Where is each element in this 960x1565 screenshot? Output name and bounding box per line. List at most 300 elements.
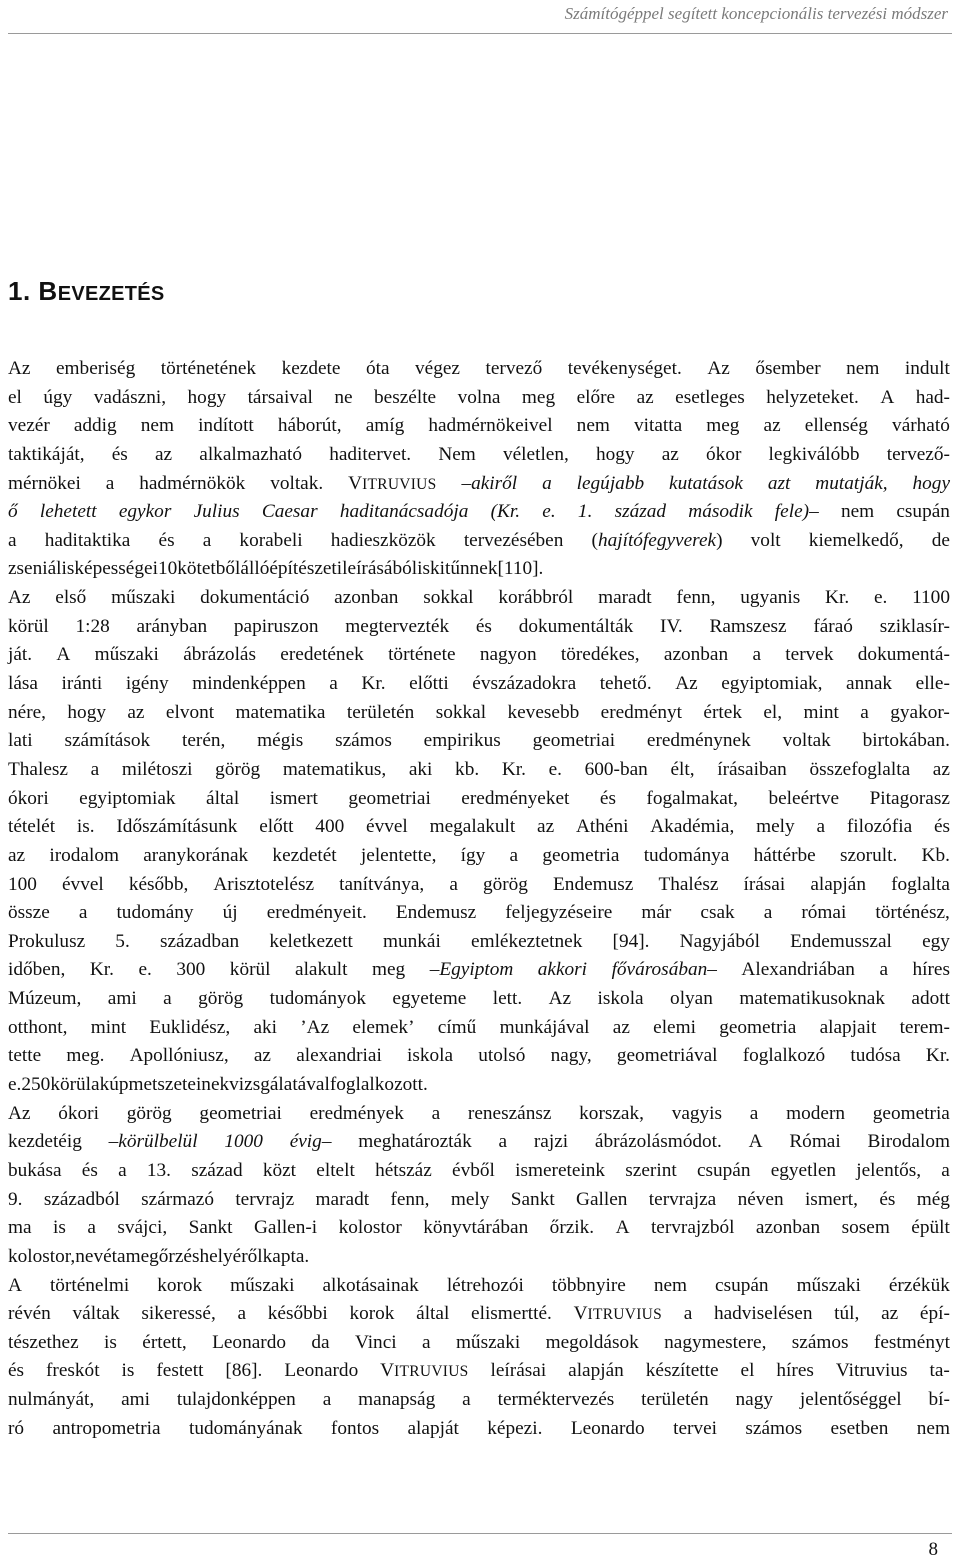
text-run: matematika — [235, 701, 326, 723]
text-run: el — [740, 1360, 755, 1382]
text-run: hadmérnökök — [139, 472, 246, 494]
word — [654, 1272, 687, 1301]
text-run: történész, — [875, 902, 950, 924]
word — [739, 985, 885, 1014]
text-run: túl, — [834, 1303, 860, 1325]
word — [771, 1157, 836, 1186]
text-run: adott — [911, 988, 950, 1010]
text-run: rajzi — [533, 1131, 569, 1153]
text-run: Pitagorasz — [869, 787, 950, 809]
word — [192, 670, 306, 699]
text-run: nem — [846, 358, 880, 379]
word — [706, 441, 741, 470]
text-run: és — [81, 1159, 98, 1181]
text-run: a — [509, 844, 519, 866]
text-run: legkiválóbb — [768, 443, 860, 465]
word — [932, 527, 950, 556]
text-run: nevét — [75, 1245, 118, 1267]
text-run: történelmi — [49, 1274, 130, 1296]
text-run: addig — [73, 415, 117, 437]
text-run: otthont, — [8, 1016, 68, 1038]
text-run: ókori — [8, 787, 49, 809]
word — [104, 1329, 117, 1358]
text-run: Arisztotelész — [213, 873, 315, 895]
italic-text: mutatják, — [815, 472, 888, 494]
word — [149, 1014, 230, 1043]
text-run: bí- — [928, 1389, 950, 1411]
text-run: olyan — [670, 988, 713, 1010]
word — [229, 1071, 330, 1100]
word — [194, 498, 240, 527]
text-run: írásai — [743, 873, 786, 895]
word — [177, 555, 240, 584]
word — [790, 928, 892, 957]
text-run: egyetlen — [770, 1159, 837, 1181]
text-run: Birodalom — [867, 1131, 950, 1153]
text-run: alapján — [568, 1360, 624, 1382]
word — [789, 1128, 840, 1157]
word — [675, 670, 697, 699]
word — [189, 1214, 233, 1243]
word — [259, 813, 293, 842]
word — [522, 384, 555, 413]
text-run: Az — [675, 673, 698, 695]
text-run: Gallen-i — [253, 1217, 318, 1239]
word — [568, 355, 682, 384]
word — [383, 928, 441, 957]
text-run: maradt — [598, 587, 652, 609]
word — [916, 384, 950, 413]
word — [660, 613, 683, 642]
word — [534, 1128, 568, 1157]
word — [553, 871, 633, 900]
word — [8, 1071, 21, 1100]
word — [129, 871, 188, 900]
text-run: a — [860, 701, 869, 723]
text-run: IV. — [660, 615, 683, 637]
text-run: ró — [8, 1417, 25, 1439]
word — [240, 555, 269, 584]
word — [578, 498, 592, 527]
word — [8, 555, 74, 584]
word — [873, 1100, 950, 1129]
word — [8, 584, 30, 613]
word — [783, 727, 831, 756]
text-run: dokumentá- — [857, 644, 950, 666]
text-run: A — [56, 644, 71, 666]
word — [8, 842, 25, 871]
text-run: dokumentáció — [200, 587, 310, 609]
word — [491, 498, 520, 527]
text-run: épült — [911, 1217, 950, 1239]
word — [334, 584, 398, 613]
word — [596, 441, 635, 470]
word — [8, 1272, 22, 1301]
word — [911, 985, 950, 1014]
word — [283, 756, 386, 785]
italic-text: ő — [8, 501, 18, 523]
word — [533, 727, 615, 756]
word — [254, 1042, 271, 1071]
text-run: foglalkozott. — [329, 1074, 428, 1096]
word — [461, 842, 486, 871]
word — [156, 1357, 203, 1386]
text-run: a — [498, 1131, 508, 1153]
word — [262, 498, 318, 527]
word — [706, 412, 739, 441]
word — [673, 1415, 717, 1444]
text-run: később, — [128, 873, 189, 895]
text-run: első — [55, 587, 87, 609]
word — [269, 555, 342, 584]
word — [662, 441, 679, 470]
text-run: műszaki — [111, 587, 176, 609]
word — [615, 498, 666, 527]
word — [189, 1415, 303, 1444]
word — [809, 756, 910, 785]
word — [879, 956, 888, 985]
text-run: alexandriai — [296, 1045, 382, 1067]
word — [423, 1214, 528, 1243]
body-line — [8, 412, 950, 441]
text-run: tudósa — [850, 1045, 901, 1067]
word — [551, 1042, 592, 1071]
word — [703, 699, 742, 728]
word — [456, 1329, 520, 1358]
text-run: számítások — [64, 730, 151, 752]
text-run: kolostor, — [8, 1245, 76, 1267]
body-line — [8, 498, 950, 527]
text-run: híres — [776, 1360, 814, 1382]
text-run: Vitruvius — [835, 1360, 908, 1382]
word — [254, 1214, 317, 1243]
text-run: a — [462, 1389, 471, 1411]
body-line — [8, 670, 950, 699]
word — [836, 1357, 908, 1386]
body-line — [8, 1157, 950, 1186]
word — [331, 1415, 379, 1444]
text-run: tervrajz — [235, 1188, 295, 1210]
word — [8, 1128, 82, 1157]
text-run: Római — [789, 1131, 841, 1153]
word — [505, 899, 612, 928]
text-run: geometriai — [348, 787, 431, 809]
text-run: [110]. — [497, 558, 544, 580]
text-run: tészethez — [8, 1331, 79, 1353]
word — [223, 899, 238, 928]
word — [139, 470, 245, 499]
text-run: készítette — [645, 1360, 719, 1382]
text-run: révén — [8, 1303, 51, 1325]
word — [8, 1329, 79, 1358]
word — [349, 1300, 394, 1329]
italic-text: –akiről — [461, 472, 518, 494]
text-run: és — [599, 787, 616, 809]
text-run: nagy — [735, 1389, 773, 1411]
text-run: sokkal — [435, 701, 487, 723]
text-run: összefoglalta — [809, 758, 911, 780]
word — [647, 727, 751, 756]
text-run: képességei — [74, 558, 158, 580]
word — [870, 785, 950, 814]
text-run: ’Az — [300, 1016, 330, 1038]
word — [613, 1014, 630, 1043]
body-line — [8, 641, 950, 670]
word — [269, 928, 353, 957]
word — [44, 1186, 120, 1215]
text-run: Endemusz — [553, 873, 634, 895]
text-run: fáraó — [813, 615, 853, 637]
word — [358, 1128, 472, 1157]
text-run: meg — [372, 959, 406, 981]
word — [922, 928, 950, 957]
italic-text: a — [542, 472, 552, 494]
word — [472, 670, 576, 699]
body-line — [8, 470, 950, 499]
word — [188, 384, 227, 413]
word — [8, 1357, 24, 1386]
text-run: tudománya — [643, 844, 730, 866]
italic-text: egykor — [118, 501, 172, 523]
word — [127, 1100, 172, 1129]
word — [538, 956, 587, 985]
word — [143, 842, 248, 871]
text-run: indult — [904, 358, 950, 379]
word — [503, 441, 569, 470]
word — [46, 1357, 100, 1386]
text-run: az — [154, 443, 173, 465]
italic-text: 1. — [577, 501, 593, 523]
text-run: az — [537, 816, 555, 838]
text-run: foglalkozó — [742, 1045, 826, 1067]
text-run: sosem — [841, 1217, 890, 1239]
word — [579, 1100, 644, 1129]
word — [576, 1186, 627, 1215]
text-run: néven — [737, 1188, 784, 1210]
text-run: sokkal — [423, 587, 474, 609]
word — [182, 727, 225, 756]
text-run: háborút, — [277, 415, 342, 437]
text-run: álló — [240, 558, 270, 580]
chapter-title-rest: EVEZETÉS — [57, 283, 165, 305]
text-run: őrzik. — [549, 1217, 595, 1239]
word — [577, 384, 616, 413]
word — [875, 899, 949, 928]
word — [176, 956, 205, 985]
word — [213, 871, 314, 900]
text-run: hogy — [187, 386, 227, 408]
text-run: a — [941, 1159, 950, 1181]
text-run: gyakor- — [890, 701, 950, 723]
text-run: korok — [157, 1274, 203, 1296]
text-run: arányban — [136, 615, 208, 637]
word — [45, 527, 131, 556]
word — [831, 1415, 889, 1444]
word — [684, 1300, 693, 1329]
word — [8, 699, 46, 728]
word — [366, 412, 405, 441]
text-run: hadmérnökeivel — [428, 415, 553, 437]
word — [130, 1042, 229, 1071]
word — [8, 441, 85, 470]
text-run: voltak — [782, 730, 831, 752]
text-run: görög — [198, 988, 244, 1010]
word — [709, 613, 786, 642]
word — [651, 1214, 735, 1243]
text-run: görög — [126, 1102, 172, 1124]
word — [428, 412, 552, 441]
text-run: Sankt — [510, 1188, 555, 1210]
text-run: azonban — [755, 1217, 821, 1239]
italic-text: akkori — [537, 959, 588, 981]
text-run: tudomány — [116, 902, 194, 924]
word — [117, 1214, 167, 1243]
text-run: reneszánsz — [467, 1102, 552, 1124]
word — [743, 1042, 825, 1071]
italic-text: század — [614, 501, 667, 523]
text-run: évvel — [62, 873, 104, 895]
word — [91, 756, 100, 785]
text-run: matematikusoknak — [739, 988, 885, 1010]
word — [653, 1014, 696, 1043]
text-run: épí- — [919, 1303, 950, 1325]
word — [127, 699, 144, 728]
word — [721, 670, 822, 699]
text-run: 250 — [21, 1074, 51, 1096]
word — [816, 813, 825, 842]
word — [8, 470, 81, 499]
text-run: 1:28 — [75, 615, 110, 637]
text-run: helyzeteket. — [766, 386, 859, 408]
word — [157, 1272, 202, 1301]
text-run: – — [809, 501, 819, 523]
text-run: aranykorának — [143, 844, 249, 866]
word — [912, 584, 950, 613]
text-run: ősember — [755, 358, 821, 379]
text-run: kiemelkedő, — [808, 529, 904, 551]
text-run: fogalmakat, — [646, 787, 738, 809]
word — [542, 470, 552, 499]
word — [464, 527, 564, 556]
word — [296, 1042, 382, 1071]
text-run: előtti — [409, 673, 449, 695]
word — [8, 498, 18, 527]
word — [487, 1415, 542, 1444]
text-run: meg. — [66, 1045, 105, 1067]
word — [43, 384, 72, 413]
word — [879, 1186, 895, 1215]
body-line — [8, 1329, 950, 1358]
text-run: de — [931, 529, 950, 551]
word — [248, 384, 313, 413]
word — [769, 441, 860, 470]
text-run: szorult. — [839, 844, 898, 866]
word — [8, 355, 30, 384]
word — [91, 1071, 100, 1100]
word — [577, 470, 644, 499]
word — [500, 1014, 590, 1043]
body-line — [8, 699, 950, 728]
word — [335, 727, 392, 756]
word — [468, 1100, 552, 1129]
text-run: a — [202, 529, 212, 551]
text-run: a — [329, 673, 338, 695]
text-run: görög — [215, 758, 261, 780]
text-run: ókor — [706, 443, 742, 465]
text-run: haditaktika — [44, 529, 131, 551]
word — [598, 584, 652, 613]
text-run: ismert, — [804, 1188, 858, 1210]
text-run: [86]. — [225, 1360, 263, 1382]
text-run: e. — [138, 959, 152, 981]
body-line — [8, 527, 950, 556]
text-run: tervek — [785, 644, 834, 666]
word — [8, 1042, 41, 1071]
text-run: műszaki — [796, 1274, 861, 1296]
word — [358, 1386, 435, 1415]
word — [810, 871, 866, 900]
italic-text: hajítófegyverek — [597, 529, 717, 551]
text-run: svájci, — [117, 1217, 168, 1239]
text-run: haditervet. — [329, 443, 412, 465]
word — [764, 412, 781, 441]
word — [745, 1415, 802, 1444]
word — [436, 699, 486, 728]
word — [926, 1042, 950, 1071]
text-run: megoldások — [545, 1331, 639, 1353]
body-line — [8, 555, 950, 584]
word — [375, 1157, 432, 1186]
text-run: filozófia — [846, 816, 913, 838]
text-run: is — [104, 1331, 117, 1353]
word — [21, 1071, 50, 1100]
text-run: el, — [763, 701, 783, 723]
italic-text: –Egyiptom — [429, 959, 514, 981]
word — [741, 956, 855, 985]
italic-text: Julius — [193, 501, 240, 523]
text-run: nem — [840, 501, 875, 523]
text-run: iskola — [597, 988, 644, 1010]
word — [592, 527, 723, 556]
text-run: a — [78, 902, 88, 924]
word — [74, 412, 117, 441]
word — [122, 1357, 135, 1386]
word — [348, 470, 436, 499]
text-run: hogy — [596, 443, 635, 465]
text-run: Thalész — [658, 873, 719, 895]
word — [345, 613, 449, 642]
text-run: Apollóniusz, — [129, 1045, 229, 1067]
text-run: ) — [716, 529, 723, 551]
word — [447, 1272, 524, 1301]
word — [922, 842, 950, 871]
italic-text: haditanácsadója — [339, 501, 469, 523]
body-line — [8, 1357, 950, 1386]
word — [664, 641, 728, 670]
body-line — [8, 785, 950, 814]
word — [646, 785, 738, 814]
text-run: számos — [335, 730, 392, 752]
text-run: keletkezett — [269, 930, 353, 952]
text-run: úgy — [43, 386, 73, 408]
text-run: eredetének — [280, 644, 364, 666]
word — [238, 1300, 247, 1329]
text-run: tételét — [8, 816, 56, 838]
word — [507, 699, 579, 728]
text-run: Kb. — [921, 844, 950, 866]
text-run: írásaiban — [717, 758, 787, 780]
word — [56, 641, 70, 670]
